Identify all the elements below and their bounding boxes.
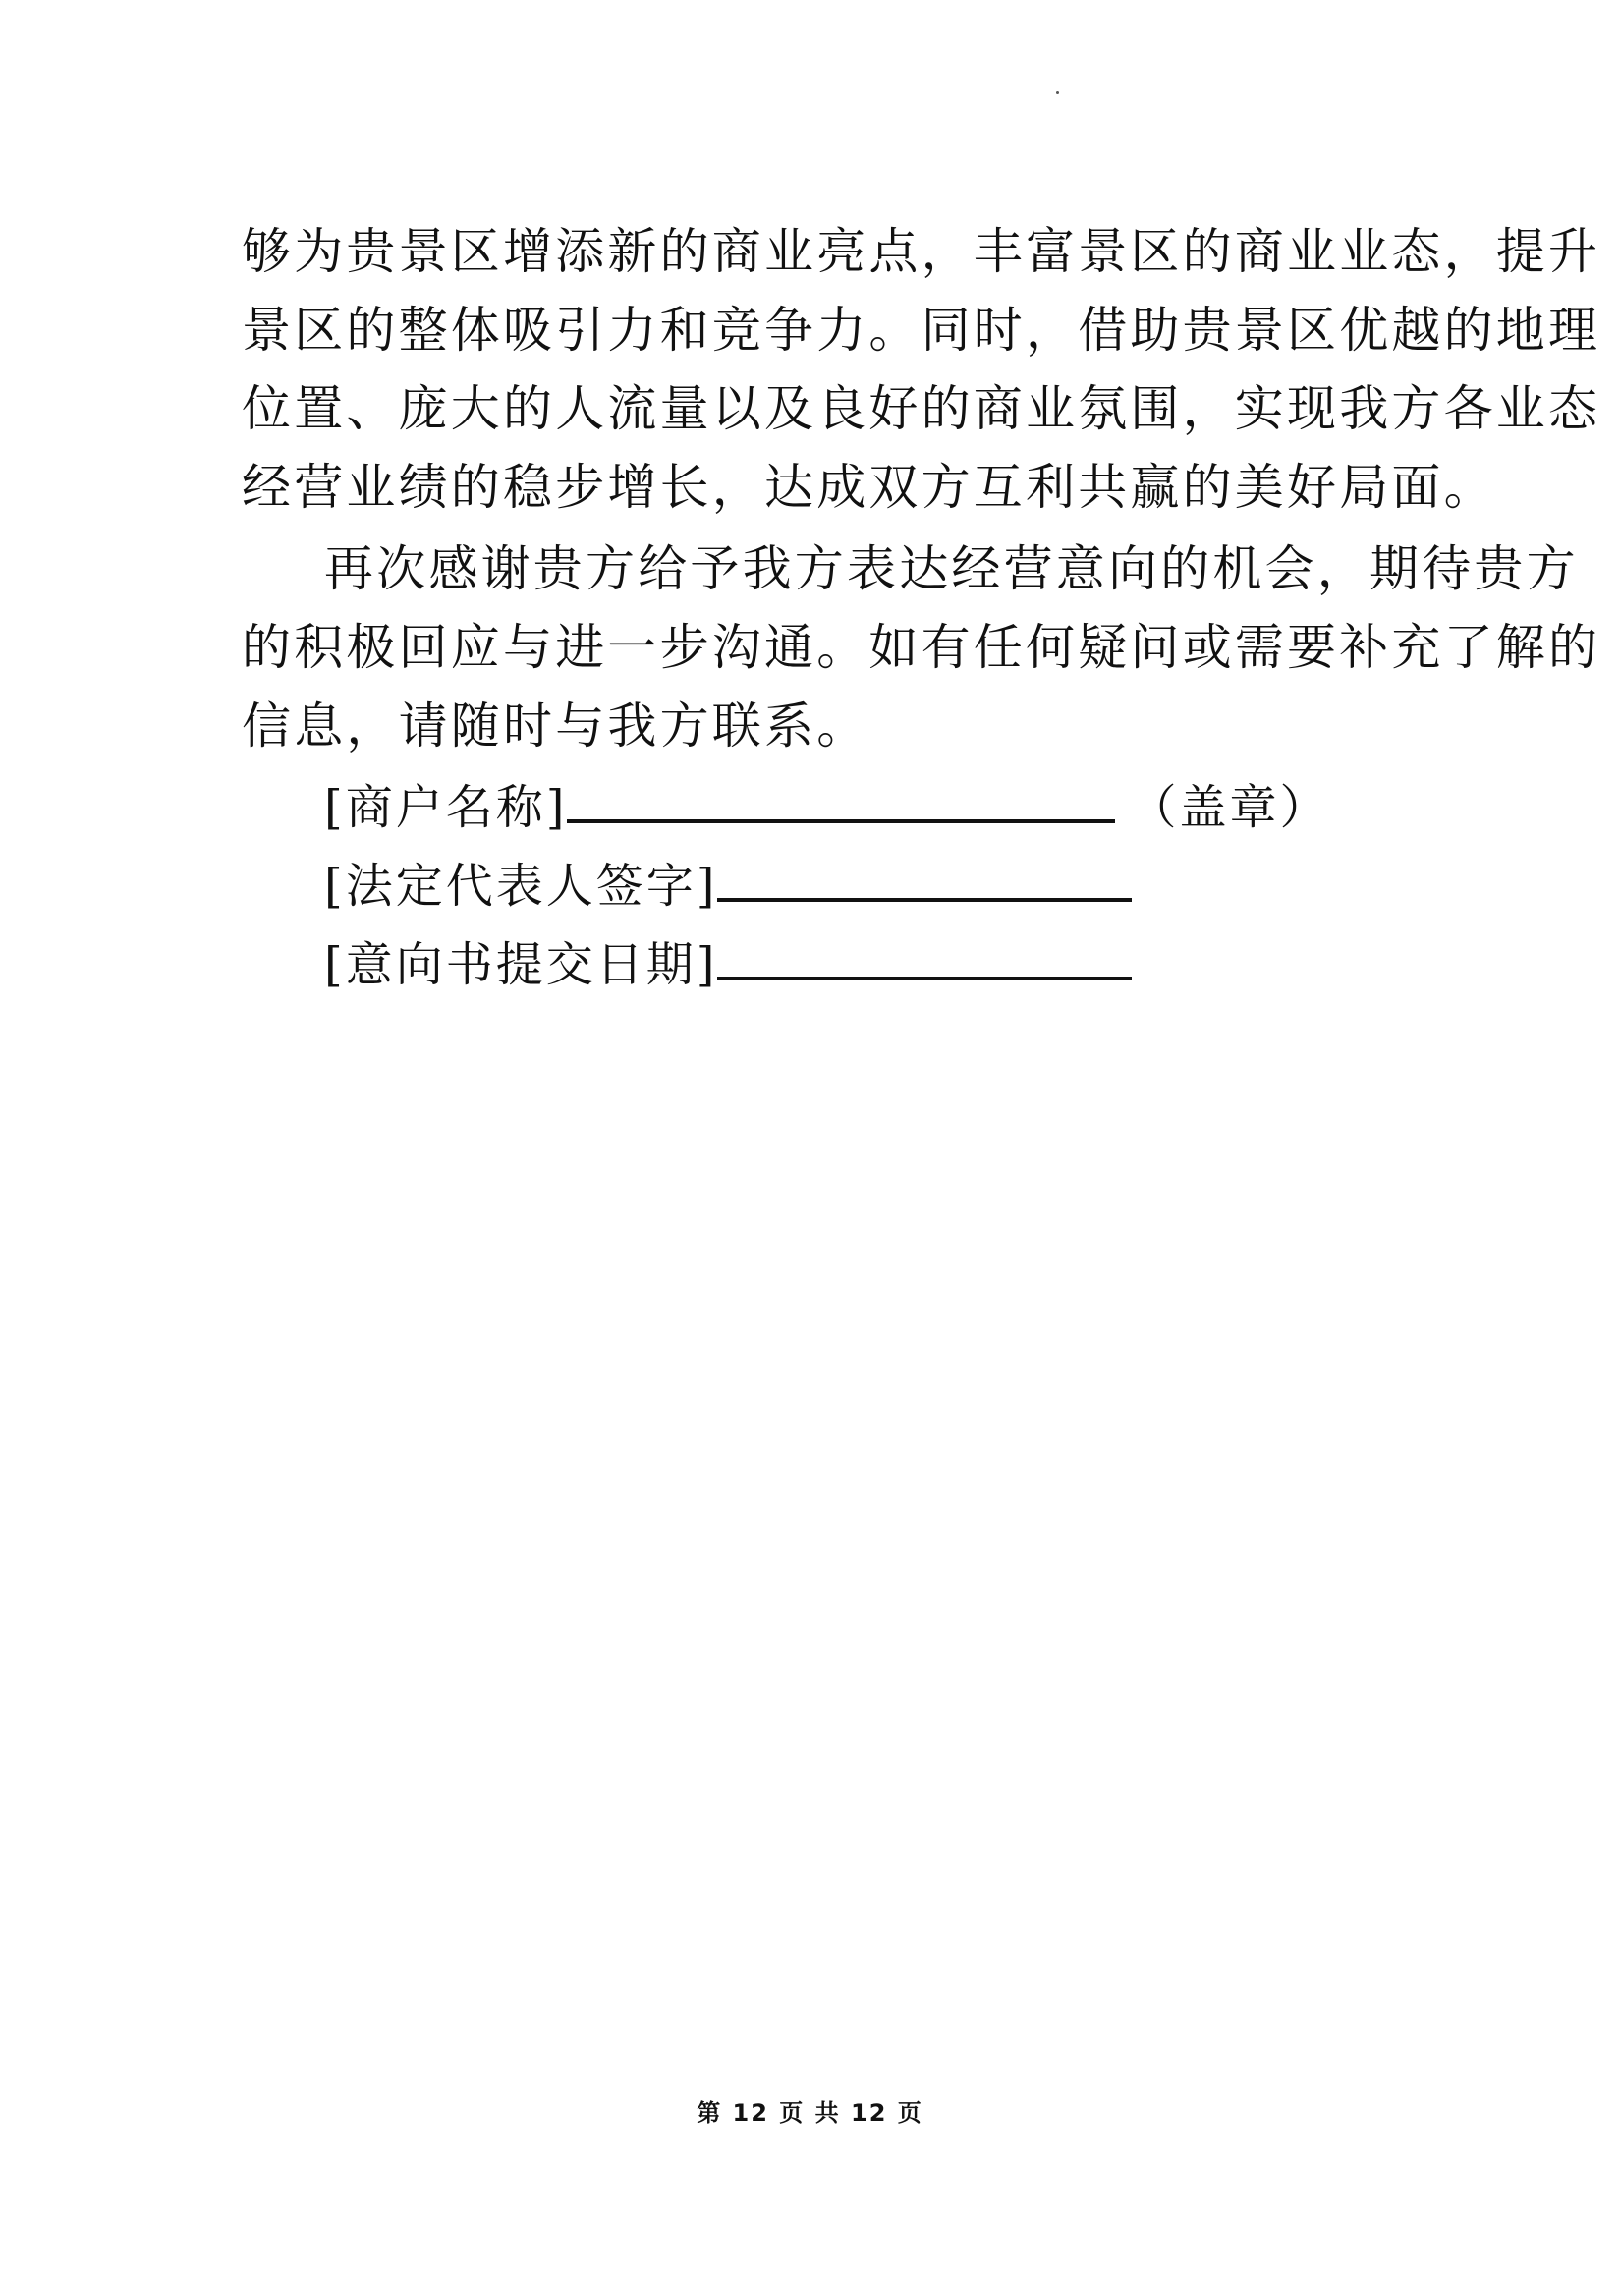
merchant-name-row	[324, 772, 1329, 837]
submit-date-blank	[717, 929, 1132, 980]
merchant-name-blank	[567, 772, 1115, 823]
submit-date-row	[324, 929, 1132, 994]
scan-speck	[1056, 91, 1059, 94]
submit-date-label: [意向书提交日期]	[324, 937, 718, 992]
legal-rep-row	[324, 851, 1132, 916]
page-footer: 第 12 页 共 12 页	[697, 2100, 923, 2127]
merchant-name-label: [商户名称]	[324, 780, 568, 835]
paragraph-line: 信息，请随时与我方联系。	[242, 698, 869, 755]
paragraph-line: 够为贵景区增添新的商业亮点，丰富景区的商业业态，提升	[242, 223, 1601, 280]
seal-note: （盖章）	[1129, 780, 1330, 835]
paragraph-line: 位置、庞大的人流量以及良好的商业氛围，实现我方各业态	[242, 380, 1601, 437]
paragraph-line: 经营业绩的稳步增长，达成双方互利共赢的美好局面。	[242, 459, 1496, 516]
paragraph-line: 景区的整体吸引力和竞争力。同时，借助贵景区优越的地理	[242, 302, 1601, 359]
paragraph-line: 的积极回应与进一步沟通。如有任何疑问或需要补充了解的	[242, 619, 1601, 676]
legal-rep-label: [法定代表人签字]	[324, 859, 718, 914]
paragraph-line: 再次感谢贵方给予我方表达经营意向的机会，期待贵方	[324, 540, 1579, 597]
legal-rep-blank	[717, 851, 1132, 902]
